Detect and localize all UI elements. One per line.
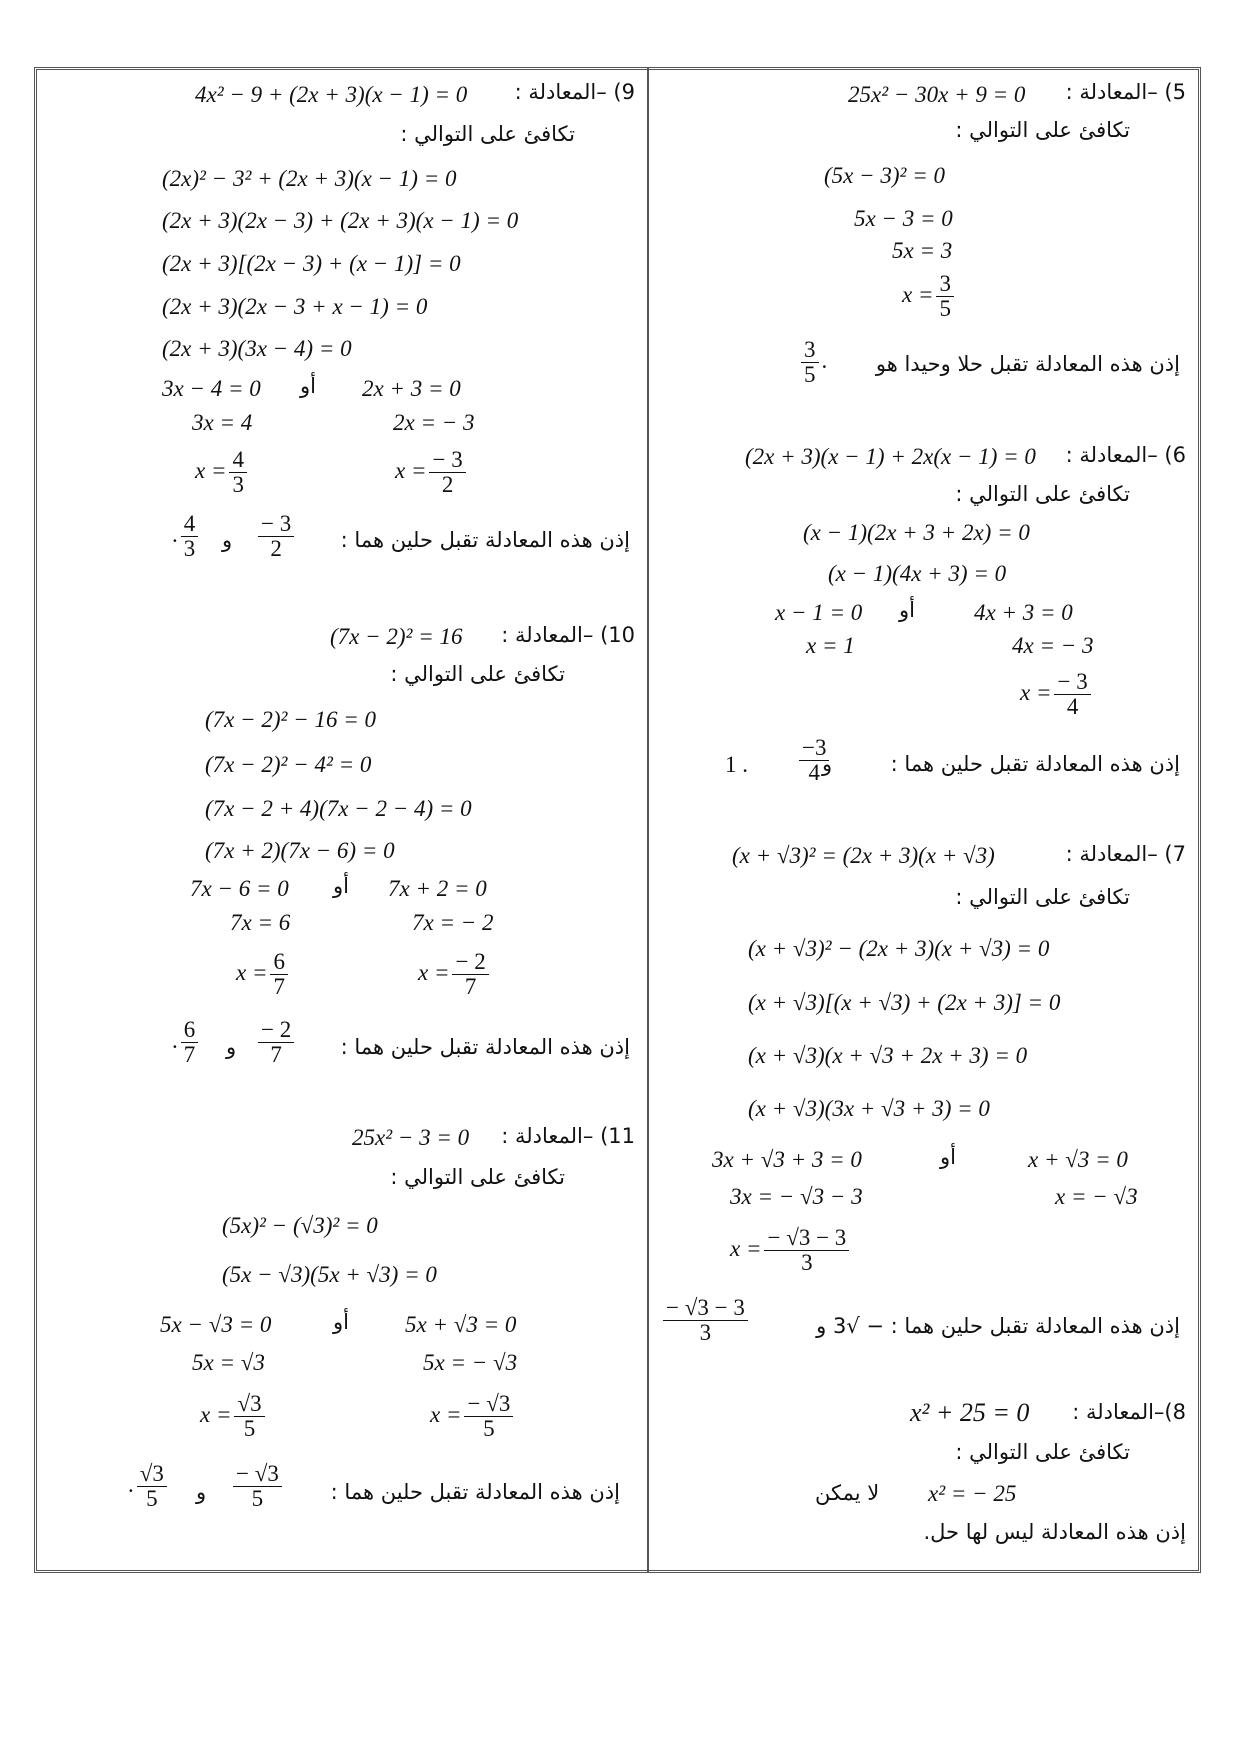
p5-step1: (5x − 3)² = 0 — [824, 163, 945, 188]
p9-conclusion-and: و — [222, 528, 233, 552]
p10-conclusion: إذن هذه المعادلة تقبل حلين هما : — [340, 1035, 630, 1059]
p5-step3: 5x = 3 — [892, 238, 953, 263]
p10-a2: 7x = 6 — [230, 910, 291, 935]
p10-b3: x = $\frac{- 2}{7}$ — [418, 950, 492, 999]
p10-conclusion-and: و — [226, 1035, 237, 1059]
p7-a1: 3x + √3 + 3 = 0 — [712, 1147, 862, 1172]
p11-a1: 5x − √3 = 0 — [160, 1312, 272, 1337]
p9-title: 9) –المعادلة : — [514, 80, 635, 104]
p11-step1: (5x)² − (√3)² = 0 — [222, 1213, 378, 1238]
p9-conclusion-frac2: . $\frac{4}{3}$ — [172, 512, 201, 561]
p7-a2: 3x = − √3 − 3 — [730, 1184, 863, 1209]
p7-step3: (x + √3)(x + √3 + 2x + 3) = 0 — [748, 1043, 1028, 1068]
p9-step1: (2x)² − 3² + (2x + 3)(x − 1) = 0 — [162, 166, 457, 191]
p5-step2: 5x − 3 = 0 — [854, 206, 953, 231]
p7-title: 7) –المعادلة : — [1065, 842, 1186, 866]
p9-a3: x = $\frac{4}{3}$ — [195, 448, 250, 497]
p7-b2: x = − √3 — [1055, 1184, 1138, 1209]
p9-or: أو — [300, 374, 316, 398]
p6-or: أو — [899, 598, 915, 622]
p6-conclusion-and: و — [822, 752, 833, 776]
p9-step2: (2x + 3)(2x − 3) + (2x + 3)(x − 1) = 0 — [162, 208, 519, 233]
p11-b1: 5x + √3 = 0 — [405, 1312, 517, 1337]
p10-equiv: تكافئ على التوالي : — [390, 662, 565, 686]
p11-a3: x = $\frac{√3}{5}$ — [200, 1392, 268, 1441]
p11-or: أو — [333, 1310, 349, 1334]
p10-conclusion-frac1: $\frac{- 2}{7}$ — [255, 1018, 297, 1067]
p8-step1: x² = − 25 — [928, 1481, 1017, 1506]
p7-equation: (x + √3)² = (2x + 3)(x + √3) — [732, 843, 995, 868]
p10-b2: 7x = − 2 — [412, 910, 494, 935]
p6-conclusion-frac: $\frac{-3}{4}$ — [796, 736, 832, 785]
p5-conclusion: إذن هذه المعادلة تقبل حلا وحيدا هو — [875, 352, 1180, 376]
p11-equiv: تكافئ على التوالي : — [390, 1165, 565, 1189]
p9-step5: (2x + 3)(3x − 4) = 0 — [162, 336, 352, 361]
p6-conclusion-one: 1 . — [725, 752, 748, 777]
column-divider — [647, 67, 649, 1573]
p9-conclusion-frac1: $\frac{- 3}{2}$ — [255, 512, 297, 561]
p5-title: 5) –المعادلة : — [1065, 80, 1186, 104]
p8-conclusion: إذن هذه المعادلة ليس لها حل. — [923, 1520, 1186, 1544]
p9-step3: (2x + 3)[(2x − 3) + (x − 1)] = 0 — [162, 251, 461, 276]
p7-a3: x = $\frac{- √3 - 3}{3}$ — [730, 1226, 852, 1275]
p11-conclusion-frac1: $\frac{- √3}{5}$ — [230, 1462, 285, 1511]
p9-b3: x = $\frac{- 3}{2}$ — [395, 448, 469, 497]
p10-step4: (7x + 2)(7x − 6) = 0 — [205, 838, 395, 863]
p10-step2: (7x − 2)² − 4² = 0 — [205, 752, 372, 777]
p6-a1: x − 1 = 0 — [775, 600, 863, 625]
p11-conclusion-frac2: . $\frac{√3}{5}$ — [128, 1462, 170, 1511]
p7-step1: (x + √3)² − (2x + 3)(x + √3) = 0 — [748, 936, 1050, 961]
p5-equation: 25x² − 30x + 9 = 0 — [848, 82, 1026, 107]
p10-a3: x = $\frac{6}{7}$ — [236, 950, 291, 999]
p9-a1: 3x − 4 = 0 — [162, 376, 261, 401]
p9-step4: (2x + 3)(2x − 3 + x − 1) = 0 — [162, 294, 428, 319]
p9-conclusion: إذن هذه المعادلة تقبل حلين هما : — [340, 528, 630, 552]
p10-step1: (7x − 2)² − 16 = 0 — [205, 707, 376, 732]
p11-conclusion: إذن هذه المعادلة تقبل حلين هما : — [330, 1480, 620, 1504]
p6-step2: (x − 1)(4x + 3) = 0 — [828, 561, 1007, 586]
p7-conclusion-frac: $\frac{- √3 - 3}{3}$ — [660, 1296, 751, 1345]
p6-equiv: تكافئ على التوالي : — [955, 482, 1130, 506]
p10-b1: 7x + 2 = 0 — [388, 876, 487, 901]
p9-equiv: تكافئ على التوالي : — [400, 122, 575, 146]
p7-equiv: تكافئ على التوالي : — [955, 885, 1130, 909]
p11-conclusion-and: و — [196, 1480, 207, 1504]
p7-step4: (x + √3)(3x + √3 + 3) = 0 — [748, 1096, 990, 1121]
p6-conclusion: إذن هذه المعادلة تقبل حلين هما : — [890, 752, 1180, 776]
p9-b1: 2x + 3 = 0 — [362, 376, 461, 401]
p6-equation: (2x + 3)(x − 1) + 2x(x − 1) = 0 — [745, 444, 1036, 469]
p7-b1: x + √3 = 0 — [1028, 1147, 1128, 1172]
p5-step4: x = $\frac{3}{5}$ — [902, 272, 957, 321]
p10-equation: (7x − 2)² = 16 — [330, 624, 463, 649]
p8-impossible: لا يمكن — [815, 1481, 880, 1505]
p9-b2: 2x = − 3 — [393, 410, 475, 435]
p5-equiv: تكافئ على التوالي : — [955, 118, 1130, 142]
p6-b2: 4x = − 3 — [1012, 633, 1094, 658]
p6-step1: (x − 1)(2x + 3 + 2x) = 0 — [803, 520, 1030, 545]
p11-b2: 5x = − √3 — [423, 1350, 518, 1375]
p11-equation: 25x² − 3 = 0 — [352, 1125, 470, 1150]
p8-equation: x² + 25 = 0 — [910, 1398, 1030, 1427]
p10-step3: (7x − 2 + 4)(7x − 2 − 4) = 0 — [205, 796, 472, 821]
p8-equiv: تكافئ على التوالي : — [955, 1440, 1130, 1464]
p8-title: 8)–المعادلة : — [1072, 1400, 1186, 1424]
p10-a1: 7x − 6 = 0 — [190, 876, 289, 901]
p9-a2: 3x = 4 — [192, 410, 253, 435]
p7-step2: (x + √3)[(x + √3) + (2x + 3)] = 0 — [748, 990, 1061, 1015]
p5-conclusion-value: $\frac{3}{5}$ . — [798, 338, 827, 387]
p10-or: أو — [333, 874, 349, 898]
p11-b3: x = $\frac{- √3}{5}$ — [430, 1392, 516, 1441]
p7-conclusion: إذن هذه المعادلة تقبل حلين هما : − √3 و — [816, 1314, 1180, 1338]
p6-b1: 4x + 3 = 0 — [974, 600, 1073, 625]
p6-b3: x = $\frac{- 3}{4}$ — [1020, 670, 1094, 719]
p6-title: 6) –المعادلة : — [1065, 443, 1186, 467]
p11-step2: (5x − √3)(5x + √3) = 0 — [222, 1262, 437, 1287]
p7-or: أو — [940, 1145, 956, 1169]
p11-a2: 5x = √3 — [192, 1350, 265, 1375]
p11-title: 11) –المعادلة : — [501, 1124, 635, 1148]
p10-title: 10) –المعادلة : — [501, 623, 635, 647]
p9-equation: 4x² − 9 + (2x + 3)(x − 1) = 0 — [195, 82, 468, 107]
p10-conclusion-frac2: . $\frac{6}{7}$ — [172, 1018, 201, 1067]
p6-a2: x = 1 — [806, 633, 855, 658]
